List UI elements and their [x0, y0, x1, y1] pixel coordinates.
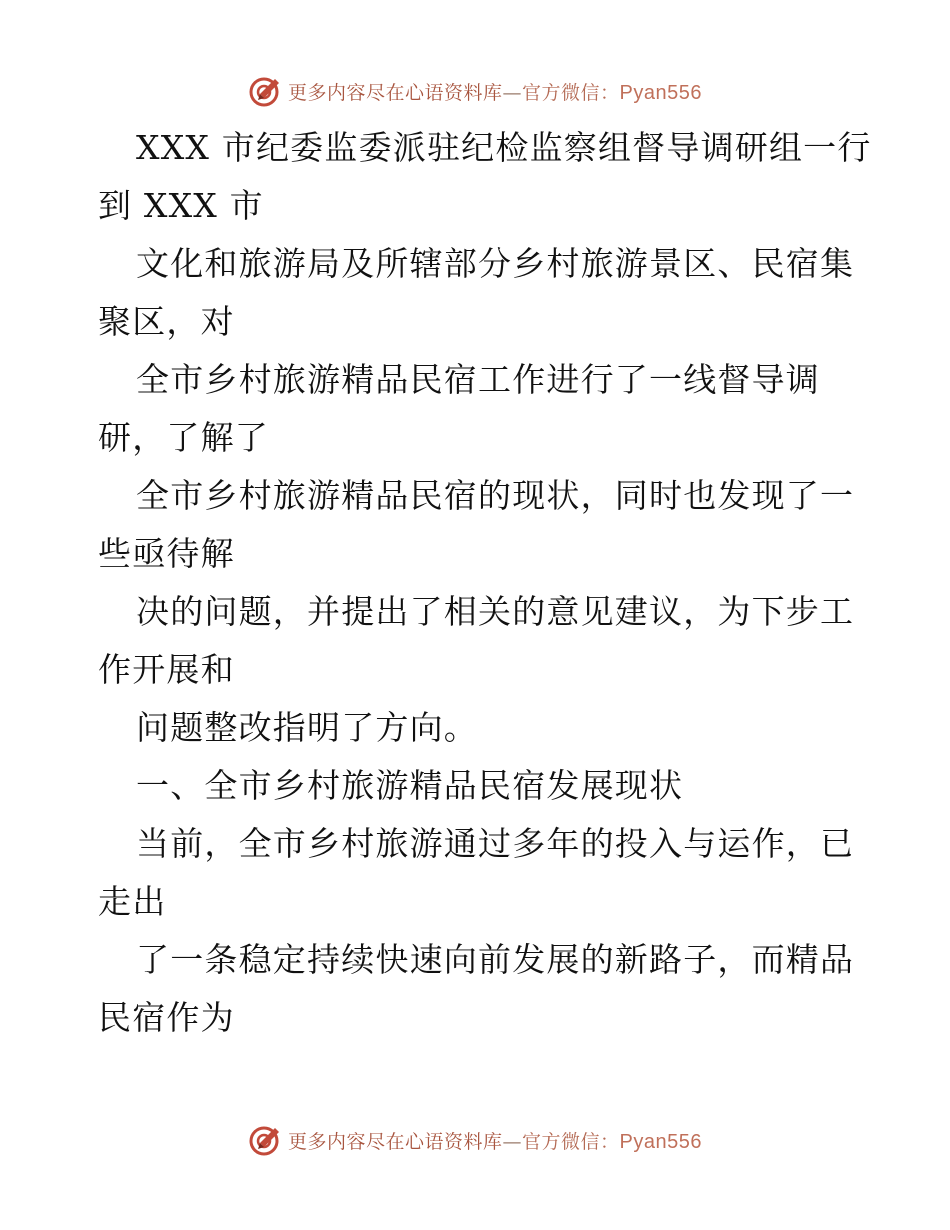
section-heading: 一、全市乡村旅游精品民宿发展现状: [136, 766, 684, 805]
paragraph-line: 了一条稳定持续快速向前发展的新路子，而精品: [136, 940, 855, 979]
paragraph-line: 问题整改指明了方向。: [136, 708, 478, 747]
header-banner: [0, 71, 950, 111]
footer-banner-separator: —: [502, 1130, 523, 1153]
paragraph-line: 决的问题，并提出了相关的意见建议，为下步工: [136, 592, 855, 631]
paragraph-line: 研，了解了: [98, 418, 269, 457]
footer-banner-account: Pyan556: [619, 1130, 702, 1153]
footer-banner-text: [288, 1127, 702, 1154]
brand-logo-icon: [248, 1123, 282, 1157]
paragraph-line: 作开展和: [98, 650, 235, 689]
paragraph-line: 聚区，对: [98, 302, 235, 341]
footer-banner-title: 更多内容尽在心语资料库: [288, 1130, 503, 1153]
paragraph-line: 当前，全市乡村旅游通过多年的投入与运作，已: [136, 824, 855, 863]
brand-logo-icon: [248, 74, 282, 108]
paragraph-line: 全市乡村旅游精品民宿的现状，同时也发现了一: [136, 476, 855, 515]
paragraph-line: 全市乡村旅游精品民宿工作进行了一线督导调: [136, 360, 820, 399]
header-banner-text: [288, 78, 702, 105]
paragraph-line: 到 XXX 市: [98, 186, 264, 225]
footer-banner-wechat-label: 官方微信：: [522, 1130, 620, 1153]
header-banner-account: Pyan556: [619, 81, 702, 104]
paragraph-line: 走出: [98, 882, 167, 921]
header-banner-separator: —: [502, 81, 523, 104]
header-banner-wechat-label: 官方微信：: [522, 81, 620, 104]
paragraph-line: 文化和旅游局及所辖部分乡村旅游景区、民宿集: [136, 244, 855, 283]
paragraph-line: XXX 市纪委监委派驻纪检监察组督导调研组一行: [136, 128, 872, 167]
footer-banner: [0, 1120, 950, 1160]
paragraph-line: 民宿作为: [98, 998, 235, 1037]
paragraph-line: 些亟待解: [98, 534, 235, 573]
header-banner-title: 更多内容尽在心语资料库: [288, 81, 503, 104]
